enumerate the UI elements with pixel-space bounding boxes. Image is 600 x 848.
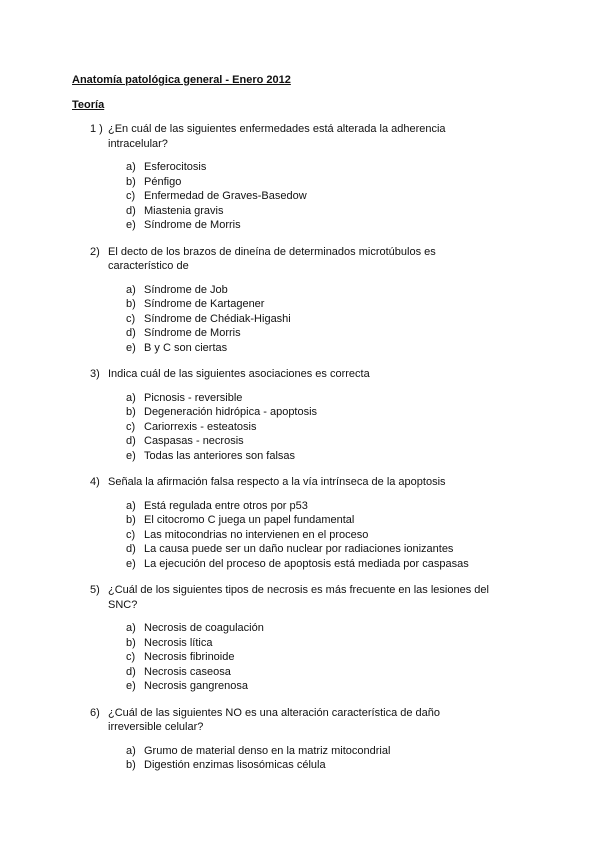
option-text: Pénfigo [144,175,182,188]
option-list [0,744,600,773]
option-b [0,405,600,420]
option-d [0,542,600,557]
option-b [0,636,600,651]
question-3 [0,367,600,463]
option-c [0,189,600,204]
option-letter: c) [126,312,136,325]
question-text: ¿Cuál de los siguientes tipos de necrosis es más frecuente en las lesiones del SNC? [108,584,489,611]
option-text: Necrosis caseosa [144,665,231,678]
option-letter: d) [126,435,136,447]
option-text: Todas las anteriores son falsas [144,449,296,462]
question-number: 2) [90,245,100,258]
option-letter: b) [126,636,136,649]
option-e [0,218,600,233]
question-list [0,122,600,785]
option-text: Está regulada entre otros por p53 [144,499,308,512]
option-letter: a) [126,499,136,512]
option-a [0,391,600,406]
question-number: 4) [90,476,100,488]
question-text: El decto de los brazos de dineína de determinados microtúbulos es característico de [108,245,436,272]
option-letter: e) [126,219,136,231]
option-text: Miastenia gravis [144,204,224,217]
question-number: 3) [90,368,100,380]
option-text: Digestión enzimas lisosómicas célula [144,759,326,771]
option-text: Necrosis de coagulación [144,622,264,634]
option-text: Degeneración hidrópica - apoptosis [144,406,318,418]
option-b [0,758,600,773]
question-text: Indica cuál de las siguientes asociaciones es correcta [108,368,370,380]
option-letter: e) [126,680,136,692]
option-text: Esferocitosis [144,161,207,173]
option-text: Las mitocondrias no intervienen en el proceso [144,528,369,541]
option-c [0,650,600,665]
question-number: 5) [90,584,100,596]
option-text: Cariorrexis - esteatosis [144,420,257,433]
question-text: ¿Cuál de las siguientes NO es una alteración característica de daño irreversible celular? [108,706,441,733]
option-letter: c) [126,651,136,663]
option-a [0,283,600,298]
option-text: Grumo de material denso en la matriz mitocondrial [144,744,391,757]
option-text: Síndrome de Morris [144,327,241,339]
option-list [0,283,600,356]
option-text: Picnosis - reversible [144,391,243,404]
option-d [0,434,600,449]
option-text: Necrosis lítica [144,636,213,649]
option-d [0,665,600,680]
option-b [0,175,600,190]
option-letter: a) [126,622,136,634]
option-text: La causa puede ser un daño nuclear por radiaciones ionizantes [144,543,454,555]
option-list [0,621,600,694]
option-d [0,204,600,219]
option-letter: a) [126,283,136,296]
question-number: 6) [90,706,100,719]
option-e [0,679,600,694]
option-list [0,499,600,572]
option-letter: d) [126,665,136,678]
option-letter: c) [126,190,136,202]
option-letter: d) [126,327,136,339]
question-2 [0,245,600,356]
option-a [0,621,600,636]
option-letter: a) [126,391,136,404]
option-text: El citocromo C juega un papel fundamental [144,514,355,526]
option-letter: b) [126,175,136,188]
option-b [0,297,600,312]
option-letter: d) [126,204,136,217]
option-letter: c) [126,528,136,541]
option-letter: b) [126,514,136,526]
question-6 [0,706,600,773]
option-letter: a) [126,161,136,173]
option-text: Síndrome de Morris [144,219,241,231]
question-4 [0,475,600,571]
option-letter: e) [126,449,136,462]
option-c [0,312,600,327]
option-a [0,499,600,514]
option-d [0,326,600,341]
option-a [0,160,600,175]
option-text: Síndrome de Job [144,283,228,296]
option-letter: d) [126,543,136,555]
question-1 [0,122,600,233]
option-letter: a) [126,744,136,757]
question-5 [0,583,600,694]
option-e [0,449,600,464]
option-letter: e) [126,557,136,570]
option-text: Enfermedad de Graves-Basedow [144,190,307,202]
option-letter: e) [126,341,136,354]
document-title: Anatomía patológica general - Enero 2012 [72,74,291,86]
option-letter: c) [126,420,136,433]
option-b [0,513,600,528]
option-e [0,557,600,572]
section-heading: Teoría [72,99,105,111]
option-letter: b) [126,298,136,310]
option-text: B y C son ciertas [144,341,228,354]
option-text: Síndrome de Kartagener [144,298,265,310]
option-text: Caspasas - necrosis [144,435,244,447]
option-list [0,160,600,233]
option-text: Síndrome de Chédiak-Higashi [144,312,291,325]
question-number: 1 ) [90,123,103,135]
option-e [0,341,600,356]
option-letter: b) [126,406,136,418]
option-c [0,528,600,543]
question-text: ¿En cuál de las siguientes enfermedades está alterada la adherencia intracelular? [108,123,446,150]
question-text: Señala la afirmación falsa respecto a la vía intrínseca de la apoptosis [108,476,446,488]
option-c [0,420,600,435]
option-text: Necrosis fibrinoide [144,651,235,663]
option-a [0,744,600,759]
option-letter: b) [126,759,136,771]
option-list [0,391,600,464]
option-text: La ejecución del proceso de apoptosis está mediada por caspasas [144,557,469,570]
option-text: Necrosis gangrenosa [144,680,248,692]
